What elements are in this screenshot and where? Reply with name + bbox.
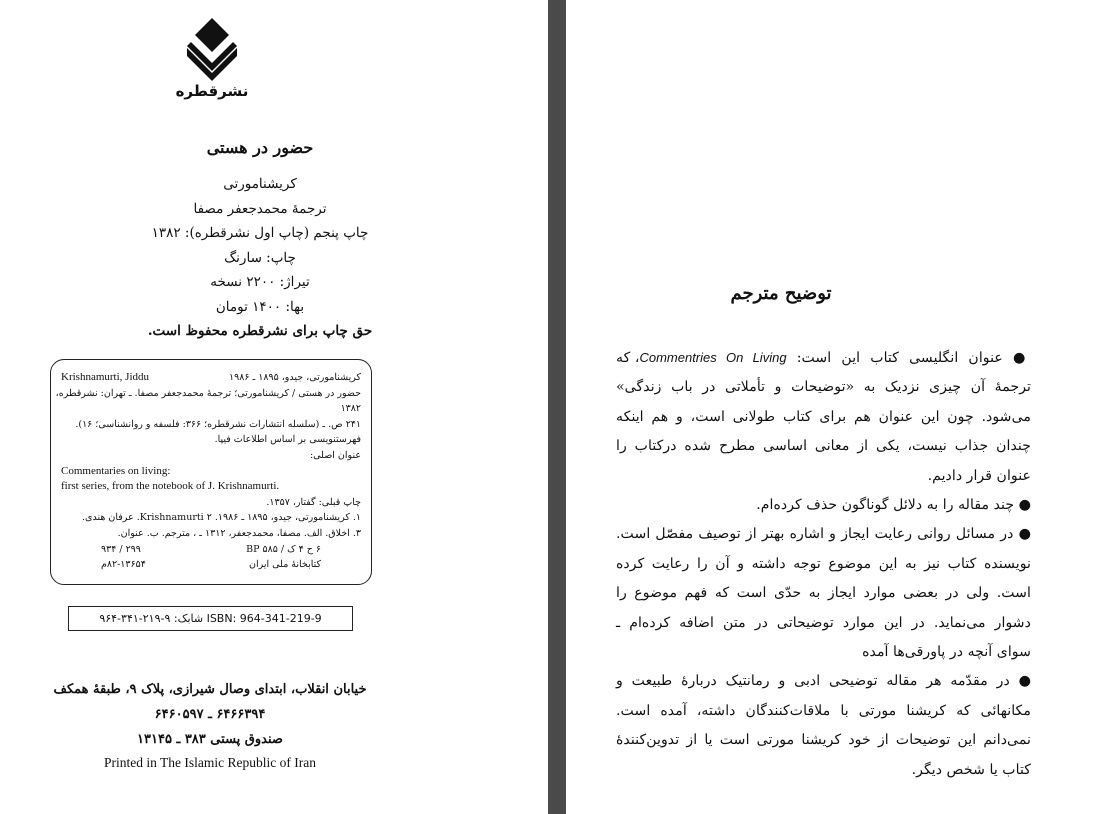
cip-row — [61, 370, 361, 386]
publisher-logo-text: نشرقطره — [175, 82, 249, 100]
cip-library-number: ۸۲-۱۳۶۵۴م — [101, 559, 146, 571]
author: کریشنامورتی — [223, 176, 297, 192]
address-phone: ۶۴۶۶۳۹۴ ـ ۶۴۶۰۵۹۷ — [154, 707, 266, 722]
cip-author-en: Krishnamurti, Jiddu — [61, 371, 149, 383]
cip-line: عنوان اصلی: — [309, 449, 361, 461]
english-title: Commentries On Living — [639, 350, 787, 365]
cip-row — [61, 542, 361, 558]
circulation: تیراژ: ۲۲۰۰ نسخه — [210, 274, 310, 290]
translator-note-body — [616, 343, 1031, 785]
text-segment: ، که — [616, 350, 640, 366]
price: بها: ۱۴۰۰ تومان — [215, 298, 305, 315]
publisher-logo — [172, 18, 252, 102]
cip-line: ۱. کریشنامورتی، جیدو، ۱۸۹۵ ـ ۱۹۸۶. Krishnamurti ۲. عرفان هندی. — [82, 512, 361, 524]
cip-original-title: Commentaries on living: — [61, 464, 171, 477]
publication-info — [60, 172, 460, 344]
cip-row — [61, 557, 361, 573]
text-line: چندان جذاب نیست، یکی از معانی اساسی مطرح شده درکتاب را — [616, 438, 1031, 455]
cip-line: ۲۴۱ ص. ـ (سلسله انتشارات نشرقطره؛ ۳۶۶: فلسفه و روانشناسی؛ ۱۶). — [75, 418, 361, 430]
cip-classification-right: ۶ ح ۴ ک / ۵۸۵ BP — [246, 543, 321, 555]
cip-original-subtitle: first series, from the notebook of J. Krishnamurti. — [61, 480, 280, 493]
text-line — [616, 343, 1031, 373]
text-line: ● در مقدّمه هر مقاله توضیحی ادبی و رمانتیک دربارهٔ طبیعت و — [616, 673, 1031, 690]
book-title: حضور در هستی — [206, 138, 314, 157]
text-line: مکانهائی که کریشنا مورتی با ملاقات‌کنندگان داشته، آمده است. — [616, 702, 1031, 719]
cataloging-box — [50, 359, 372, 585]
edition: چاپ پنجم (چاپ اول نشرقطره): ۱۳۸۲ — [151, 225, 369, 241]
text-line: است. ولی در بعضی موارد ایجاز به حدّی است که فهم موضوع را — [616, 585, 1031, 602]
cip-line: فهرستنویسی بر اساس اطلاعات فیپا. — [214, 434, 361, 446]
text-segment: ● عنوان انگلیسی کتاب این است: — [786, 350, 1032, 366]
cip-classification-left: ۲۹۹ / ۹۳۴ — [101, 543, 141, 555]
address-street: خیابان انقلاب، ابتدای وصال شیرازی، پلاک ۹، طبقهٔ همکف — [53, 682, 367, 697]
printer: چاپ: سارنگ — [224, 249, 296, 266]
cip-line: حضور در هستی / کریشنامورتی؛ ترجمهٔ محمدجعفر مصفا. ـ تهران: نشرقطره، — [55, 387, 361, 399]
diamond-chevron-icon — [185, 18, 239, 82]
rights-notice: حق چاپ برای نشرقطره محفوظ است. — [147, 323, 373, 339]
isbn-box: شابک: ۹-۲۱۹-۳۴۱-۹۶۴ ISBN: 964-341-219-9 — [68, 606, 353, 631]
book-gutter — [548, 0, 566, 814]
text-line: ● در مسائل روانی رعایت ایجاز و اشاره بهتر از توصیف مفصّل است. — [616, 526, 1031, 543]
copyright-page — [0, 0, 548, 814]
text-line: نویسنده کتاب نیز به این موضوع توجه داشته و آن را رعایت کرده — [616, 555, 1031, 572]
cip-line: چاپ قبلی: گفتار، ۱۳۵۷. — [266, 496, 361, 508]
publisher-address — [30, 677, 390, 752]
text-line: نمی‌دانم این توضیحات از خود کریشنا مورتی است یا از تدوین‌کنندهٔ — [616, 732, 1031, 749]
address-pobox: صندوق پستی ۳۸۳ ـ ۱۳۱۴۵ — [137, 732, 283, 747]
section-title: توضیح مترجم — [730, 283, 832, 304]
text-line: سوای آنچه در پاورقی‌ها آمده — [862, 644, 1031, 661]
cip-library-name: کتابخانهٔ ملی ایران — [248, 559, 321, 571]
text-line: ترجمهٔ آن چیزی نزدیک به «توضیحات و تأملاتی در باب زندگی» — [616, 379, 1031, 396]
text-line: می‌شود. چون این عنوان هم برای کتاب طولانی است، و هم اینکه — [616, 408, 1031, 425]
text-line: ● چند مقاله را به دلائل گوناگون حذف کرده‌ام. — [756, 497, 1031, 514]
text-line: عنوان قرار دادیم. — [927, 467, 1031, 484]
translator: ترجمهٔ محمدجعفر مصفا — [193, 200, 327, 217]
cip-line: ۱۳۸۲ — [340, 403, 361, 415]
text-line: کتاب یا شخص دیگر. — [911, 761, 1031, 778]
printed-in: Printed in The Islamic Republic of Iran — [104, 755, 316, 770]
cip-author-fa: کریشنامورتی، جیدو، ۱۸۹۵ ـ ۱۹۸۶ — [229, 372, 361, 383]
cip-line: ۳. اخلاق. الف. مصفا، محمدجعفر، ۱۳۱۲ ـ ، مترجم. ب. عنوان. — [117, 527, 361, 539]
text-line: دشوار می‌نماید. در این موارد توضیحاتی در متن اضافه کرده‌ام ـ — [616, 614, 1031, 631]
